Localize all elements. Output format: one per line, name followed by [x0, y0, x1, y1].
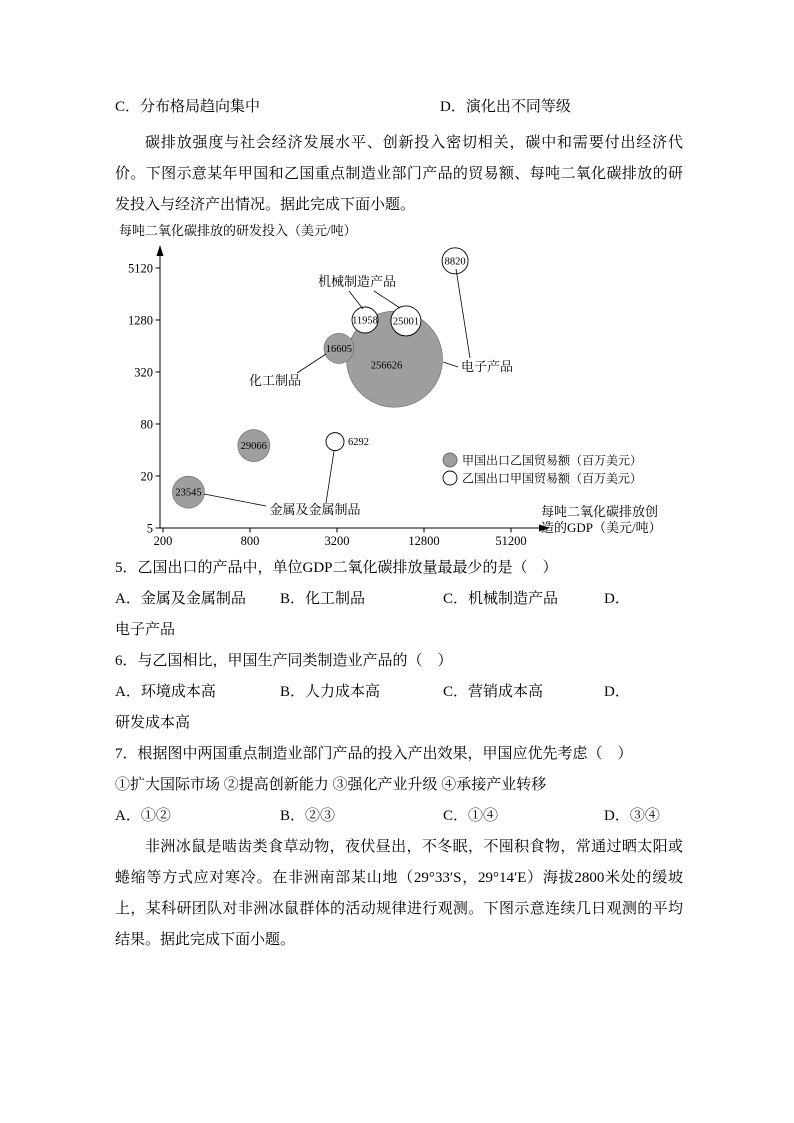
- x-tick-label: 3200: [324, 534, 350, 548]
- q7-option-b: B．②③: [280, 808, 336, 824]
- q6-option-d: D．: [604, 684, 630, 700]
- q7-option-d: D．③④: [604, 808, 660, 824]
- q7-option-c: C．①④: [443, 808, 499, 824]
- bubble-value-label: 11958: [352, 315, 378, 327]
- annotation-leader-line: [326, 451, 334, 503]
- product-annotation: 机械制造产品: [317, 274, 397, 289]
- x-axis-title: 造的GDP（美元/吨）: [541, 520, 662, 535]
- q7-option-a: A．①②: [115, 808, 171, 824]
- bubble-value-label: 6292: [348, 437, 370, 449]
- x-tick-label: 51200: [495, 534, 527, 548]
- ice-rat-paragraph: 非洲冰鼠是啮齿类食草动物，夜伏昼出，不冬眠，不囤积食物，常通过晒太阳或蜷缩等方式应对寒冷。在非洲南部某山地（29°33′S，29°14′E）海拔2800米处的缓坡上，某科研团队对非洲冰鼠群体的活动规律进行观测。下图示意连续几日观测的平均结果。据此完成下面小题。: [115, 839, 683, 948]
- product-annotation: 电子产品: [461, 359, 514, 374]
- q7-options-row: [115, 801, 687, 832]
- q6-stem: 6．与乙国相比，甲国生产同类制造业产品的（ ）: [115, 653, 453, 669]
- q7-numbered-items: ①扩大国际市场 ②提高创新能力 ③强化产业升级 ④承接产业转移: [115, 777, 547, 793]
- y-tick-label: 1280: [128, 313, 153, 328]
- annotation-leader-line: [349, 291, 363, 309]
- q7-stem: 7．根据图中两国重点制造业部门产品的投入产出效果，甲国应优先考虑（ ）: [115, 746, 633, 762]
- bubble-6292: [326, 433, 344, 451]
- legend-filled-circle-icon: [443, 453, 457, 467]
- x-axis-title: 每吨二氧化碳排放创: [541, 504, 659, 519]
- q5-option-d: D．: [604, 591, 630, 607]
- bubble-value-label: 256626: [370, 360, 403, 372]
- q6-option-c: C．营销成本高: [443, 684, 544, 700]
- intro-paragraph: 碳排放强度与社会经济发展水平、创新投入密切相关，碳中和需要付出经济代价。下图示意某年甲国和乙国重点制造业部门产品的贸易额、每吨二氧化碳排放的研发投入与经济产出情况。据此完成下面小题。: [115, 135, 683, 213]
- product-annotation: 化工制品: [248, 373, 302, 388]
- prev-options-row: [115, 92, 687, 123]
- q5-option-b: B．化工制品: [280, 591, 366, 607]
- q5-stem: 5．乙国出口的产品中，单位GDP二氧化碳排放量最最少的是（ ）: [115, 560, 558, 576]
- annotation-leader-line: [443, 362, 458, 367]
- y-tick-label: 5120: [128, 261, 153, 276]
- prev-option-d: D．演化出不同等级: [440, 99, 571, 115]
- product-annotation: 金属及金属制品: [269, 502, 361, 517]
- annotation-leader-line: [297, 354, 326, 373]
- prev-option-c: C．分布格局趋向集中: [115, 99, 261, 115]
- y-axis-arrow-icon: [157, 245, 164, 256]
- q5-option-d-continuation: 电子产品: [115, 622, 176, 638]
- legend-label: 乙国出口甲国贸易额（百万美元）: [462, 471, 643, 486]
- legend-label: 甲国出口乙国贸易额（百万美元）: [462, 453, 643, 468]
- annotation-leader-line: [374, 291, 400, 308]
- co2-trade-bubble-chart: [113, 222, 733, 557]
- y-tick-label: 5: [146, 521, 153, 536]
- q6-option-d-continuation: 研发成本高: [115, 715, 191, 731]
- legend-open-circle-icon: [443, 471, 457, 485]
- q6-option-b: B．人力成本高: [280, 684, 381, 700]
- bubble-value-label: 16605: [325, 343, 353, 355]
- x-tick-label: 12800: [408, 534, 440, 548]
- x-tick-label: 800: [240, 534, 260, 548]
- y-tick-label: 80: [140, 417, 153, 432]
- q5-option-c: C．机械制造产品: [443, 591, 559, 607]
- annotation-leader-line: [456, 269, 470, 358]
- bubble-value-label: 29066: [240, 441, 267, 453]
- x-tick-label: 200: [153, 534, 173, 548]
- q6-option-a: A．环境成本高: [115, 684, 216, 700]
- y-tick-label: 320: [134, 365, 153, 380]
- bubble-value-label: 8820: [444, 256, 466, 268]
- q6-options-row: [115, 677, 687, 708]
- annotation-leader-line: [204, 494, 266, 506]
- q5-options-row: [115, 584, 687, 615]
- bubble-value-label: 25001: [392, 316, 420, 328]
- y-axis-title: 每吨二氧化碳排放的研发投入（美元/吨）: [119, 223, 357, 238]
- bubble-value-label: 23545: [175, 487, 202, 499]
- y-tick-label: 20: [140, 469, 153, 484]
- q5-option-a: A．金属及金属制品: [115, 591, 246, 607]
